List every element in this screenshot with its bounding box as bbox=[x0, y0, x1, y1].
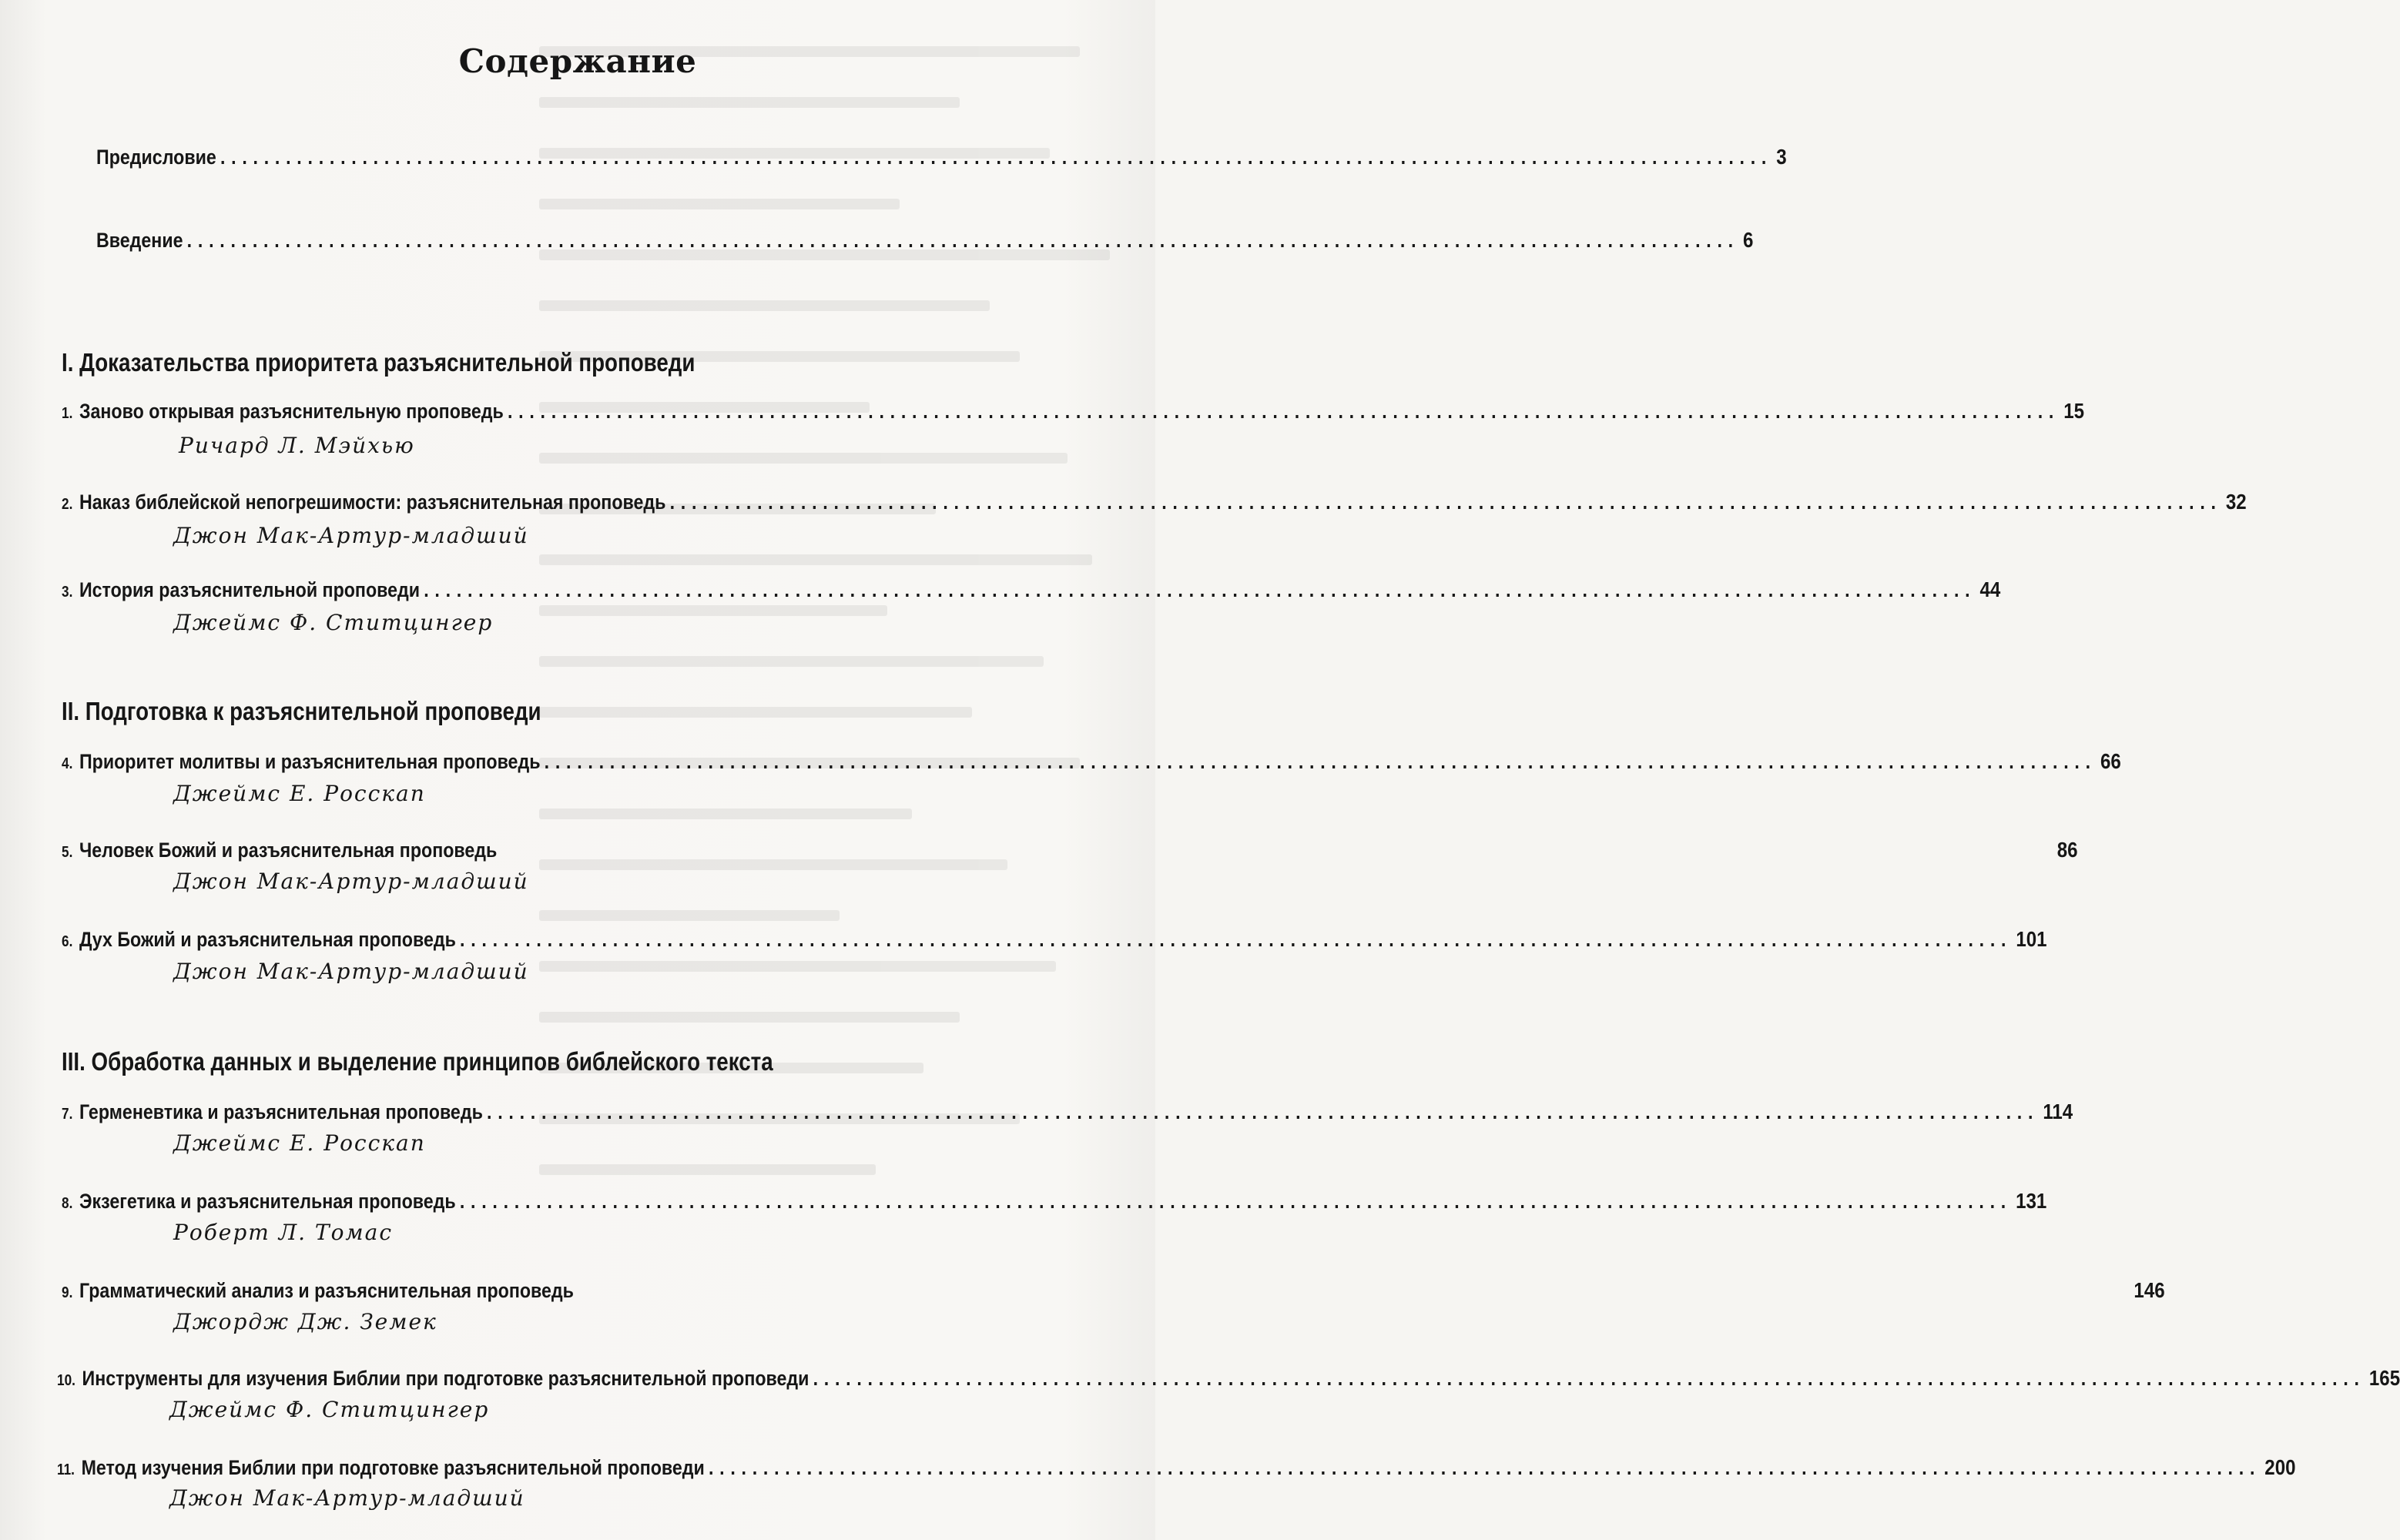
leader-dots: .............................................................................................................................................. bbox=[424, 578, 1976, 601]
toc-row-chapter-1[interactable] bbox=[62, 399, 2085, 424]
toc-row-chapter-5[interactable] bbox=[62, 838, 2078, 862]
chapter-number: 10. bbox=[57, 1372, 75, 1389]
chapter-title: Инструменты для изучения Библии при подготовке разъяснительной проповеди bbox=[82, 1367, 809, 1390]
toc-entry-label: Предисловие bbox=[96, 146, 216, 169]
chapter-title: Метод изучения Библии при подготовке разъяснительной проповеди bbox=[81, 1456, 705, 1479]
chapter-author: Джон Мак-Артур-младший bbox=[173, 959, 529, 984]
leader-dots: .............................................................................................................................................. bbox=[460, 928, 2013, 951]
toc-page-number: 200 bbox=[2264, 1455, 2296, 1479]
toc-row-chapter-6[interactable] bbox=[62, 927, 2047, 952]
chapter-title: Дух Божий и разъяснительная проповедь bbox=[79, 928, 456, 951]
leader-dots: .............................................................................................................................................. bbox=[507, 400, 2060, 423]
leader-dots bbox=[578, 1279, 2130, 1303]
toc-row-chapter-2[interactable] bbox=[62, 490, 2247, 514]
toc-page-number: 6 bbox=[1743, 228, 1754, 252]
section-heading[interactable]: III. Обработка данных и выделение принципов библейского текста bbox=[62, 1047, 773, 1076]
leader-dots: .............................................................................................................................................. bbox=[708, 1456, 2261, 1479]
toc-page-number: 32 bbox=[2225, 490, 2247, 514]
section-heading[interactable]: II. Подготовка к разъяснительной проповеди bbox=[62, 697, 541, 725]
chapter-author: Джеймс Е. Росскап bbox=[173, 1130, 426, 1156]
chapter-number: 5. bbox=[62, 844, 73, 861]
toc-page-number: 114 bbox=[2043, 1100, 2073, 1123]
toc-page-number: 86 bbox=[2056, 838, 2078, 862]
chapter-title: Экзегетика и разъяснительная проповедь bbox=[79, 1190, 456, 1213]
toc-row-chapter-4[interactable] bbox=[62, 749, 2121, 774]
leader-dots: .............................................................................................................................................. bbox=[487, 1100, 2040, 1123]
chapter-title: Человек Божий и разъяснительная проповедь bbox=[79, 839, 498, 862]
chapter-title: Приоритет молитвы и разъяснительная проповедь bbox=[79, 750, 541, 773]
chapter-author: Ричард Л. Мэйхью bbox=[179, 433, 415, 458]
show-through-texture bbox=[539, 46, 1140, 1201]
chapter-number: 7. bbox=[62, 1106, 73, 1123]
chapter-author: Джеймс Е. Росскап bbox=[173, 781, 426, 806]
chapter-number: 8. bbox=[62, 1195, 73, 1212]
chapter-number: 11. bbox=[57, 1461, 75, 1478]
toc-row-chapter-3[interactable] bbox=[62, 578, 2001, 602]
toc-page-number: 66 bbox=[2100, 749, 2121, 773]
leader-dots: .............................................................................................................................................. bbox=[459, 1190, 2012, 1213]
chapter-author: Джеймс Ф. Ститцингер bbox=[173, 610, 494, 635]
chapter-author: Джеймс Ф. Ститцингер bbox=[169, 1397, 490, 1422]
leader-dots: .............................................................................................................................................. bbox=[669, 490, 2222, 514]
chapter-number: 3. bbox=[62, 584, 73, 601]
chapter-title: Наказ библейской непогрешимости: разъяснительная проповедь bbox=[79, 490, 666, 514]
chapter-number: 9. bbox=[62, 1284, 73, 1301]
leader-dots: .............................................................................................................................................. bbox=[220, 146, 1773, 169]
toc-row-chapter-10[interactable] bbox=[57, 1366, 2400, 1391]
toc-page-number: 131 bbox=[2016, 1189, 2047, 1213]
toc-page-number: 44 bbox=[1979, 578, 2001, 601]
chapter-title: Грамматический анализ и разъяснительная проповедь bbox=[79, 1279, 574, 1302]
chapter-number: 4. bbox=[62, 755, 73, 772]
leader-dots: .............................................................................................................................................. bbox=[813, 1367, 2365, 1390]
chapter-number: 2. bbox=[62, 496, 73, 513]
page-title: Содержание bbox=[458, 42, 697, 80]
chapter-number: 6. bbox=[62, 933, 73, 950]
chapter-title: Заново открывая разъяснительную проповедь bbox=[79, 400, 504, 423]
leader-dots bbox=[501, 839, 2053, 862]
toc-row-chapter-9[interactable] bbox=[62, 1278, 2165, 1303]
chapter-author: Джон Мак-Артур-младший bbox=[173, 523, 529, 548]
chapter-author: Джордж Дж. Земек bbox=[173, 1309, 437, 1334]
chapter-author: Джон Мак-Артур-младший bbox=[173, 869, 529, 894]
toc-row-preface[interactable] bbox=[96, 145, 1787, 169]
chapter-title: История разъяснительной проповеди bbox=[79, 578, 421, 601]
toc-row-chapter-8[interactable] bbox=[62, 1189, 2047, 1214]
toc-page-number: 101 bbox=[2016, 927, 2047, 951]
toc-page-number: 15 bbox=[2063, 399, 2085, 423]
chapter-title: Герменевтика и разъяснительная проповедь bbox=[79, 1100, 483, 1123]
chapter-author: Джон Мак-Артур-младший bbox=[169, 1485, 525, 1511]
toc-page-number: 3 bbox=[1776, 145, 1787, 169]
chapter-number: 1. bbox=[62, 405, 73, 422]
chapter-author: Роберт Л. Томас bbox=[173, 1220, 394, 1245]
leader-dots: .............................................................................................................................................. bbox=[544, 750, 2097, 773]
toc-entry-label: Введение bbox=[96, 229, 183, 252]
toc-page-number: 165 bbox=[2368, 1366, 2400, 1390]
toc-page-number: 146 bbox=[2134, 1278, 2165, 1302]
toc-row-chapter-11[interactable] bbox=[57, 1455, 2296, 1480]
toc-row-introduction[interactable] bbox=[96, 228, 1754, 253]
leader-dots: .............................................................................................................................................. bbox=[186, 229, 1739, 252]
toc-row-chapter-7[interactable] bbox=[62, 1100, 2073, 1124]
section-heading[interactable]: I. Доказательства приоритета разъяснительной проповеди bbox=[62, 348, 696, 377]
